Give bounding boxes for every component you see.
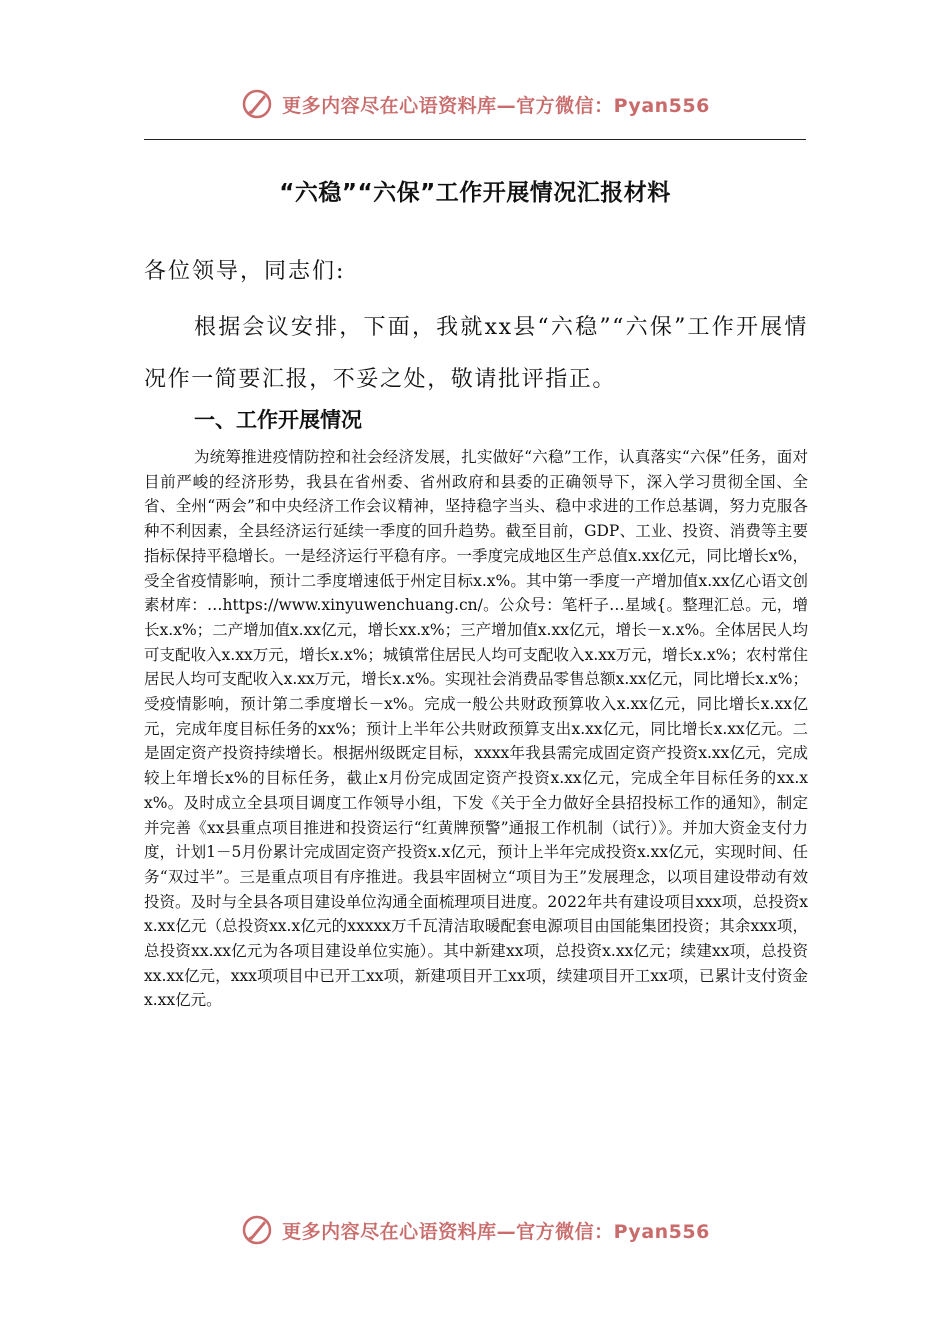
- section-body-paragraph: 为统筹推进疫情防控和社会经济发展，扎实做好“六稳”工作，认真落实“六保”任务，面对目前严峻的经济形势，我县在省州委、省州政府和县委的正确领导下，深入学习贯彻全国、全省、全州“两会”和中央经济工作会议精神，坚持稳字当头、稳中求进的工作总基调，努力克服各种不利因素，全县经济运行延续一季度的回升趋势。截至目前，GDP、工业、投资、消费等主要指标保持平稳增长。一是经济运行平稳有序。一季度完成地区生产总值x.xx亿元，同比增长x%，受全省疫情影响，预计二季度增速低于州定目标x.x%。其中第一季度一产增加值x.xx亿心语文创素材库：…https://www.xinyuwenchuang.cn/。公众号：笔杆子…星域{。整理汇总。元，增长x.x%；二产增加值x.xx亿元，增长xx.x%；三产增加值x.xx亿元，增长－x.x%。全体居民人均可支配收入x.xx万元，增长x.x%；城镇常住居民人均可支配收入x.xx万元，增长x.x%；农村常住居民人均可支配收入x.xx万元，增长x.x%。实现社会消费品零售总额x.xx亿元，同比增长x.x%；受疫情影响，预计第二季度增长－x%。完成一般公共财政预算收入x.xx亿元，同比增长x.xx亿元，完成年度目标任务的xx%；预计上半年公共财政预算支出x.xx亿元，同比增长x.xx亿元。二是固定资产投资持续增长。根据州级既定目标，xxxx年我县需完成固定资产投资x.xx亿元，完成较上年增长x%的目标任务，截止x月份完成固定资产投资x.xx亿元，完成全年目标任务的xx.xx%。及时成立全县项目调度工作领导小组，下发《关于全力做好全县招投标工作的通知》，制定并完善《xx县重点项目推进和投资运行“红黄牌预警”通报工作机制（试行）》。并加大资金支付力度，计划1－5月份累计完成固定资产投资x.x亿元，预计上半年完成投资x.xx亿元，实现时间、任务“双过半”。三是重点项目有序推进。我县牢固树立“项目为王”发展理念，以项目建设带动有效投资。及时与全县各项目建设单位沟通全面梳理项目进度。2022年共有建设项目xxx项，总投资xx.xx亿元（总投资xx.x亿元的xxxxx万千瓦清洁取暖配套电源项目由国能集团投资；其余xxx项，总投资xx.xx亿元为各项目建设单位实施）。其中新建xx项，总投资x.xx亿元；续建xx项，总投资xx.xx亿元，xxx项项目中已开工xx项，新建项目开工xx项，续建项目开工xx项，已累计支付资金x.xx亿元。: [144, 448, 808, 1010]
- banner-text: 更多内容尽在心语资料库—官方微信：Pyan556: [282, 1220, 710, 1243]
- banner-text: 更多内容尽在心语资料库—官方微信：Pyan556: [282, 94, 710, 117]
- intro-paragraph: 根据会议安排，下面，我就xx县“六稳”“六保”工作开展情况作一简要汇报，不妥之处，敬请批评指正。: [144, 315, 808, 392]
- greeting: 各位领导，同志们:: [144, 259, 346, 284]
- quill-pen-logo-icon: [240, 87, 274, 121]
- footer-banner: [0, 1210, 950, 1250]
- document-title: “六稳”“六保”工作开展情况汇报材料: [279, 180, 671, 206]
- header-banner: [0, 84, 950, 124]
- quill-pen-logo-icon: [240, 1213, 274, 1247]
- header-divider: [144, 139, 806, 140]
- section-heading: 一、工作开展情况: [194, 408, 362, 432]
